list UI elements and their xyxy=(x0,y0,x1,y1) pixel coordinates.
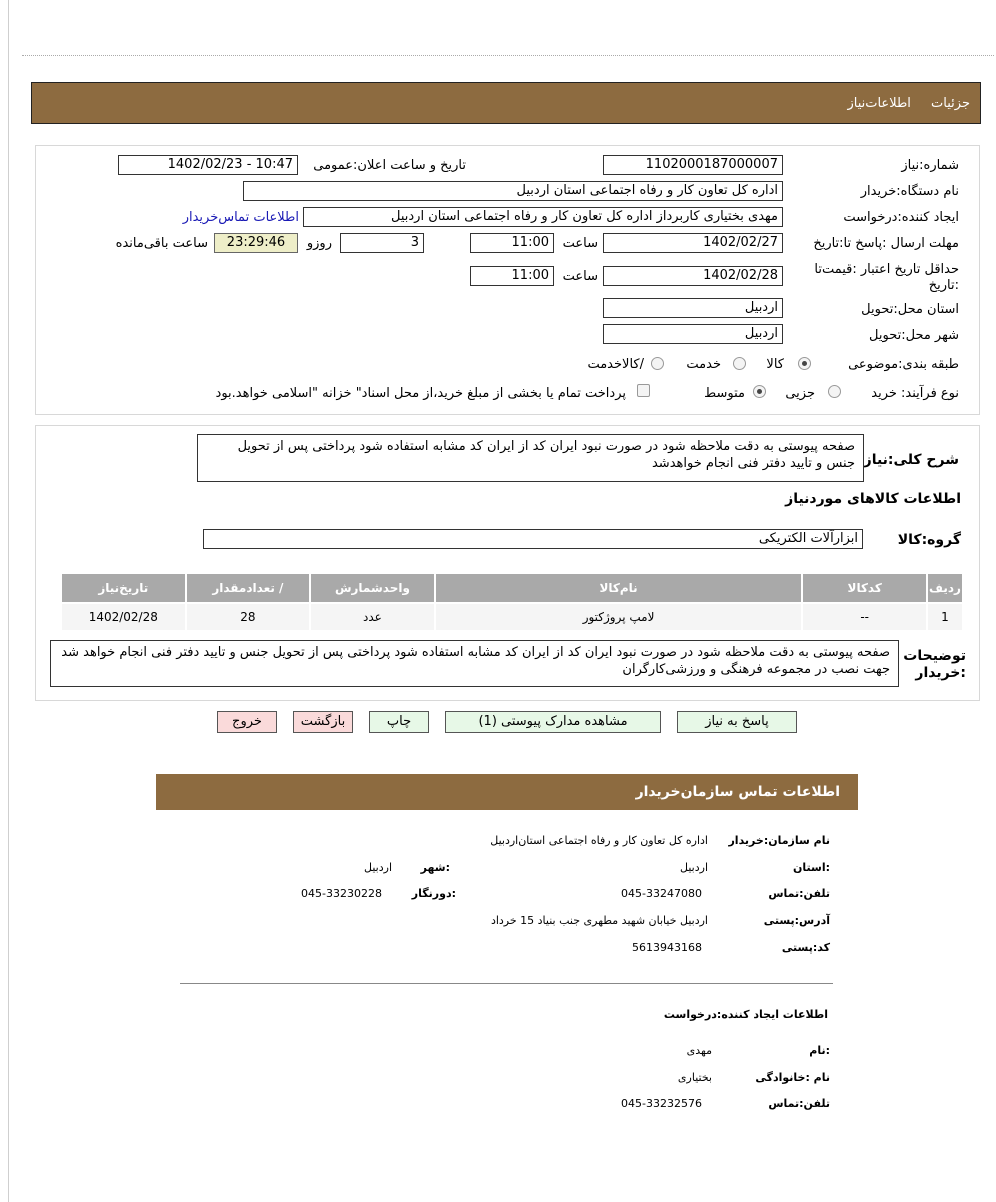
category-radio-goods[interactable] xyxy=(798,357,811,370)
cell-code: -- xyxy=(803,604,926,630)
deadline-date-field: 1402/02/27 xyxy=(603,233,783,253)
creator-phone-label: تلفن:تماس xyxy=(768,1097,830,1110)
buyer-notes-field: صفحه پیوستی به دقت ملاحظه شود در صورت نبود ایران کد از ایران کد مشابه استفاده شود پرداختی پس از تحویل جنس و تایید دفتر فنی انجام خواهد شد جهت نصب در مجموعه فرهنگی و ورزشی‌کارگران xyxy=(50,640,899,687)
creator-first-name-value: مهدی xyxy=(686,1044,712,1057)
header-tabs xyxy=(831,96,970,111)
need-number-label: شماره:نیاز xyxy=(901,158,959,173)
need-number-field: 1102000187000007 xyxy=(603,155,783,175)
category-radio-goods-service[interactable] xyxy=(651,357,664,370)
validity-time-label: ساعت xyxy=(562,269,598,284)
contact-org-value: اداره کل تعاون کار و رفاه اجتماعی استان‌اردبیل xyxy=(490,834,708,847)
buyer-org-field: اداره کل تعاون کار و رفاه اجتماعی استان اردبیل xyxy=(243,181,783,201)
attachments-button[interactable]: مشاهده مدارک پیوستی (1) xyxy=(445,711,661,733)
contact-province-label: :استان xyxy=(793,861,830,874)
tab-need-info[interactable]: اطلاعات‌نیاز xyxy=(847,96,911,111)
contact-postal-value: 5613943168 xyxy=(632,941,702,954)
reply-button[interactable]: پاسخ به نیاز xyxy=(677,711,797,733)
validity-label-2: :تاریخ xyxy=(928,278,959,293)
contact-address-label: آدرس:پستی xyxy=(763,914,830,927)
cell-name: لامپ پروژکتور xyxy=(436,604,802,630)
process-label: نوع فرآیند: خرید xyxy=(871,386,959,401)
goods-table-wrap xyxy=(60,572,964,632)
announce-label: تاریخ و ساعت اعلان:عمومی xyxy=(313,158,466,173)
buyer-notes-label-2: :خریدار xyxy=(915,665,966,681)
deadline-time-label: ساعت xyxy=(562,236,598,251)
cell-row: 1 xyxy=(928,604,962,630)
tab-details[interactable]: جزئیات xyxy=(931,96,970,111)
category-option-goods: کالا xyxy=(766,357,784,372)
deadline-time-field: 11:00 xyxy=(470,233,554,253)
description-label: شرح کلی:نیاز xyxy=(863,452,959,468)
creator-field: مهدی بختیاری کاربرداز اداره کل تعاون کار و رفاه اجتماعی استان اردبیل xyxy=(303,207,783,227)
buyer-notes-label-1: توضیحات xyxy=(903,648,966,664)
validity-date-field: 1402/02/28 xyxy=(603,266,783,286)
creator-phone-value: 045-33232576 xyxy=(621,1097,702,1110)
province-label: استان محل:تحویل xyxy=(861,302,959,317)
goods-section-title: اطلاعات کالاهای موردنیاز xyxy=(785,491,961,507)
table-row xyxy=(62,604,962,630)
goods-table xyxy=(60,572,964,632)
buyer-contact-link[interactable]: اطلاعات تماس‌خریدار xyxy=(182,210,299,225)
contact-org-label: نام سازمان:خریدار xyxy=(728,834,830,847)
category-option-service: خدمت xyxy=(686,357,721,372)
col-date: تاریخ‌نیاز xyxy=(62,574,185,602)
contact-header-bar xyxy=(156,774,858,810)
cell-unit: عدد xyxy=(311,604,434,630)
table-header-row xyxy=(62,574,962,602)
back-button[interactable]: بازگشت xyxy=(293,711,353,733)
creator-last-name-value: بختیاری xyxy=(677,1071,712,1084)
dotted-divider xyxy=(22,55,994,56)
goods-group-label: گروه:کالا xyxy=(897,532,961,548)
print-button[interactable]: چاپ xyxy=(369,711,429,733)
announce-field: 1402/02/23 - 10:47 xyxy=(118,155,298,175)
contact-address-value: اردبیل خیابان شهید مطهری جنب بنیاد 15 خرداد xyxy=(490,914,708,927)
col-name: نام‌کالا xyxy=(436,574,802,602)
creator-label: ایجاد کننده:درخواست xyxy=(843,210,959,225)
days-field: 3 xyxy=(340,233,424,253)
city-field: اردبیل xyxy=(603,324,783,344)
goods-group-field: ابزارآلات الکتریکی xyxy=(203,529,863,549)
treasury-payment-checkbox[interactable] xyxy=(637,384,650,397)
contact-phone-label: تلفن:تماس xyxy=(768,887,830,900)
creator-first-name-label: :نام xyxy=(809,1044,830,1057)
countdown-timer: 23:29:46 xyxy=(214,233,298,253)
creator-info-title: اطلاعات ایجاد کننده:درخواست xyxy=(663,1008,828,1021)
contact-postal-label: کد:پستی xyxy=(781,941,830,954)
process-option-small: جزیی xyxy=(785,386,815,401)
treasury-payment-note: پرداخت تمام یا بخشی از مبلغ خرید،از محل اسناد" خزانه "اسلامی خواهد.بود xyxy=(215,386,626,401)
contact-city-value: اردبیل xyxy=(364,861,392,874)
cell-quantity: 28 xyxy=(187,604,310,630)
remaining-label: ساعت باقی‌مانده xyxy=(115,236,208,251)
contact-fax-value: 045-33230228 xyxy=(301,887,382,900)
category-radio-service[interactable] xyxy=(733,357,746,370)
contact-fax-label: :دورنگار xyxy=(411,887,456,900)
deadline-label: مهلت ارسال :پاسخ تا:تاریخ xyxy=(813,236,959,251)
process-option-medium: متوسط xyxy=(704,386,745,401)
contact-city-label: :شهر xyxy=(420,861,450,874)
process-radio-medium[interactable] xyxy=(753,385,766,398)
col-unit: واحدشمارش xyxy=(311,574,434,602)
col-quantity: / تعدادمقدار xyxy=(187,574,310,602)
col-code: کدکالا xyxy=(803,574,926,602)
page-left-border xyxy=(8,0,9,1202)
buyer-org-label: نام دستگاه:خریدار xyxy=(860,184,959,199)
description-field: صفحه پیوستی به دقت ملاحظه شود در صورت نبود ایران کد از ایران کد مشابه استفاده شود پرداختی پس از تحویل جنس و تایید دفتر فنی انجام خواهدشد xyxy=(197,434,864,482)
days-label: روزو xyxy=(306,236,332,251)
contact-title: اطلاعات تماس سازمان‌خریدار xyxy=(635,784,840,800)
category-label: طبقه بندی:موضوعی xyxy=(848,357,959,372)
province-field: اردبیل xyxy=(603,298,783,318)
cell-date: 1402/02/28 xyxy=(62,604,185,630)
exit-button[interactable]: خروج xyxy=(217,711,277,733)
col-row: ردیف xyxy=(928,574,962,602)
process-radio-small[interactable] xyxy=(828,385,841,398)
contact-divider xyxy=(180,983,833,984)
header-bar xyxy=(31,82,981,124)
category-option-goods-service: /کالاخدمت xyxy=(587,357,644,372)
city-label: شهر محل:تحویل xyxy=(869,328,959,343)
validity-time-field: 11:00 xyxy=(470,266,554,286)
contact-province-value: اردبیل xyxy=(680,861,708,874)
contact-phone-value: 045-33247080 xyxy=(621,887,702,900)
creator-last-name-label: نام :خانوادگی xyxy=(755,1071,830,1084)
validity-label-1: حداقل تاریخ اعتبار :قیمت‌تا xyxy=(814,262,959,277)
